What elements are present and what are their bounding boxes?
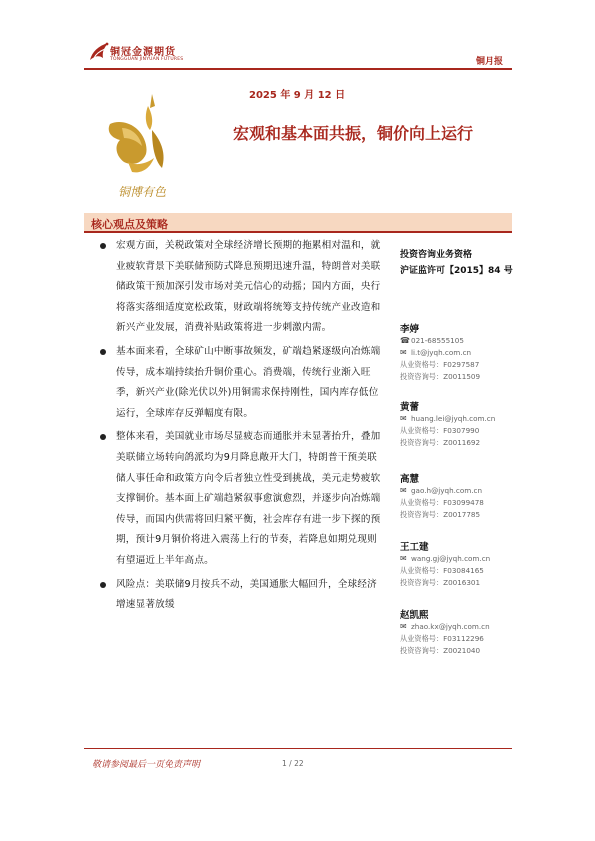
company-name: 铜冠金源期货 — [110, 47, 176, 58]
analyst-license-row: 从业资格号：F03112296 — [400, 634, 484, 643]
phone-icon: ☎ — [400, 336, 410, 345]
analyst-name: 赵凯熙 — [400, 610, 429, 621]
analyst-advisory: Z0011692 — [443, 438, 481, 447]
analyst-name: 高慧 — [400, 474, 420, 485]
analyst-name: 李婷 — [400, 324, 420, 335]
analyst-card — [400, 607, 515, 657]
analyst-email-row — [400, 621, 515, 633]
analyst-email-row — [400, 485, 515, 497]
analyst-phone-row — [400, 335, 515, 347]
qualification-line-1: 投资咨询业务资格 — [400, 250, 473, 260]
analyst-advisory-row: 投资咨询号：Z0016301 — [400, 578, 481, 587]
analyst-email-row — [400, 553, 515, 565]
analyst-email[interactable]: zhao.kx@jyqh.com.cn — [411, 622, 490, 631]
analyst-advisory: Z0011509 — [443, 372, 481, 381]
analyst-phone: 021-68555105 — [411, 336, 464, 345]
analyst-advisory-row: 投资咨询号：Z0021040 — [400, 646, 481, 655]
analyst-column — [400, 247, 515, 657]
analyst-advisory-row: 投资咨询号：Z0011692 — [400, 438, 481, 447]
email-icon: ✉ — [400, 554, 407, 563]
email-icon: ✉ — [400, 486, 407, 495]
emblem-text: 铜博有色 — [117, 185, 167, 199]
analyst-email[interactable]: li.t@jyqh.com.cn — [411, 348, 472, 357]
analyst-card — [400, 471, 515, 521]
analyst-license: F0307990 — [443, 426, 480, 435]
analyst-email[interactable]: wang.gj@jyqh.com.cn — [411, 554, 491, 563]
analyst-email[interactable]: gao.h@jyqh.com.cn — [411, 486, 483, 495]
key-point-risk: 风险点：美联储9月按兵不动，美国通胀大幅回升，全球经济增速显著放缓 — [100, 575, 382, 616]
analyst-advisory: Z0017785 — [443, 510, 481, 519]
analyst-email[interactable]: huang.lei@jyqh.com.cn — [411, 414, 496, 423]
key-points-list — [100, 236, 382, 616]
qualification-line-2: 沪证监许可【2015】84 号 — [400, 266, 513, 276]
page-number: 1 / 22 — [282, 759, 304, 768]
email-icon: ✉ — [400, 348, 407, 357]
company-name-en: TONGGUAN JINYUAN FUTURES — [110, 57, 184, 62]
analyst-license: F03084165 — [443, 566, 484, 575]
analyst-email-row — [400, 413, 515, 425]
analyst-advisory: Z0021040 — [443, 646, 481, 655]
analyst-email-row — [400, 347, 515, 359]
email-icon: ✉ — [400, 622, 407, 631]
analyst-advisory-row: 投资咨询号：Z0011509 — [400, 372, 481, 381]
key-point-fundamentals: 基本面来看，全球矿山中断事故频发，矿端趋紧逐级向冶炼端传导，成本端持续抬升铜价重心。消费端，传统行业渐入旺季，新兴产业(除光伏以外)用铜需求保持刚性，国内库存低位运行，全球库存反弹幅度有限。 — [100, 342, 382, 424]
brand-emblem-icon — [92, 92, 192, 207]
disclaimer-note: 敬请参阅最后一页免责声明 — [92, 760, 201, 770]
footer-divider — [84, 748, 512, 749]
key-point-overall: 整体来看，美国就业市场尽显疲态而通胀并未显著抬升，叠加美联储立场转向鸽派均为9月降息敞开大门，特朗普干预美联储人事任命和政策方向令后者独立性受到挑战，美元走势疲软支撑铜价。基本面上矿端趋紧叙事愈演愈烈，并逐步向冶炼端传导，而国内供需将回归紧平衡，社会库存有进一步下探的预期，预计9月铜价将进入震荡上行的节奏，若降息如期兑现则有望逼近上半年高点。 — [100, 427, 382, 571]
header-divider — [84, 68, 512, 70]
analyst-license-row: 从业资格号：F0297587 — [400, 360, 480, 369]
analyst-license: F03099478 — [443, 498, 484, 507]
analyst-license: F0297587 — [443, 360, 480, 369]
company-logo-icon — [86, 40, 112, 64]
analyst-license: F03112296 — [443, 634, 484, 643]
analyst-name: 王工建 — [400, 542, 429, 553]
analyst-license-row: 从业资格号：F03099478 — [400, 498, 484, 507]
report-headline: 宏观和基本面共振，铜价向上运行 — [233, 124, 474, 143]
report-type: 铜月报 — [475, 57, 503, 67]
analyst-card — [400, 399, 515, 449]
report-date: 2025 年 9 月 12 日 — [249, 90, 346, 101]
analyst-card — [400, 539, 515, 589]
analyst-license-row: 从业资格号：F03084165 — [400, 566, 484, 575]
key-point-macro: 宏观方面，关税政策对全球经济增长预期的拖累相对温和，就业疲软背景下美联储预防式降息预期迅速升温，特朗普对美联储政策干预加深引发市场对美元信心的动摇；国内方面，央行将落实落细适度宽松政策，财政端将统筹支持传统产业改造和新兴产业发展，消费补贴政策将进一步刺激内需。 — [100, 236, 382, 339]
analyst-name: 黄蕾 — [400, 402, 420, 413]
analyst-advisory-row: 投资咨询号：Z0017785 — [400, 510, 481, 519]
analyst-card — [400, 321, 515, 383]
section-title: 核心观点及策略 — [91, 218, 168, 231]
analyst-advisory: Z0016301 — [443, 578, 481, 587]
analyst-license-row: 从业资格号：F0307990 — [400, 426, 480, 435]
email-icon: ✉ — [400, 414, 407, 423]
